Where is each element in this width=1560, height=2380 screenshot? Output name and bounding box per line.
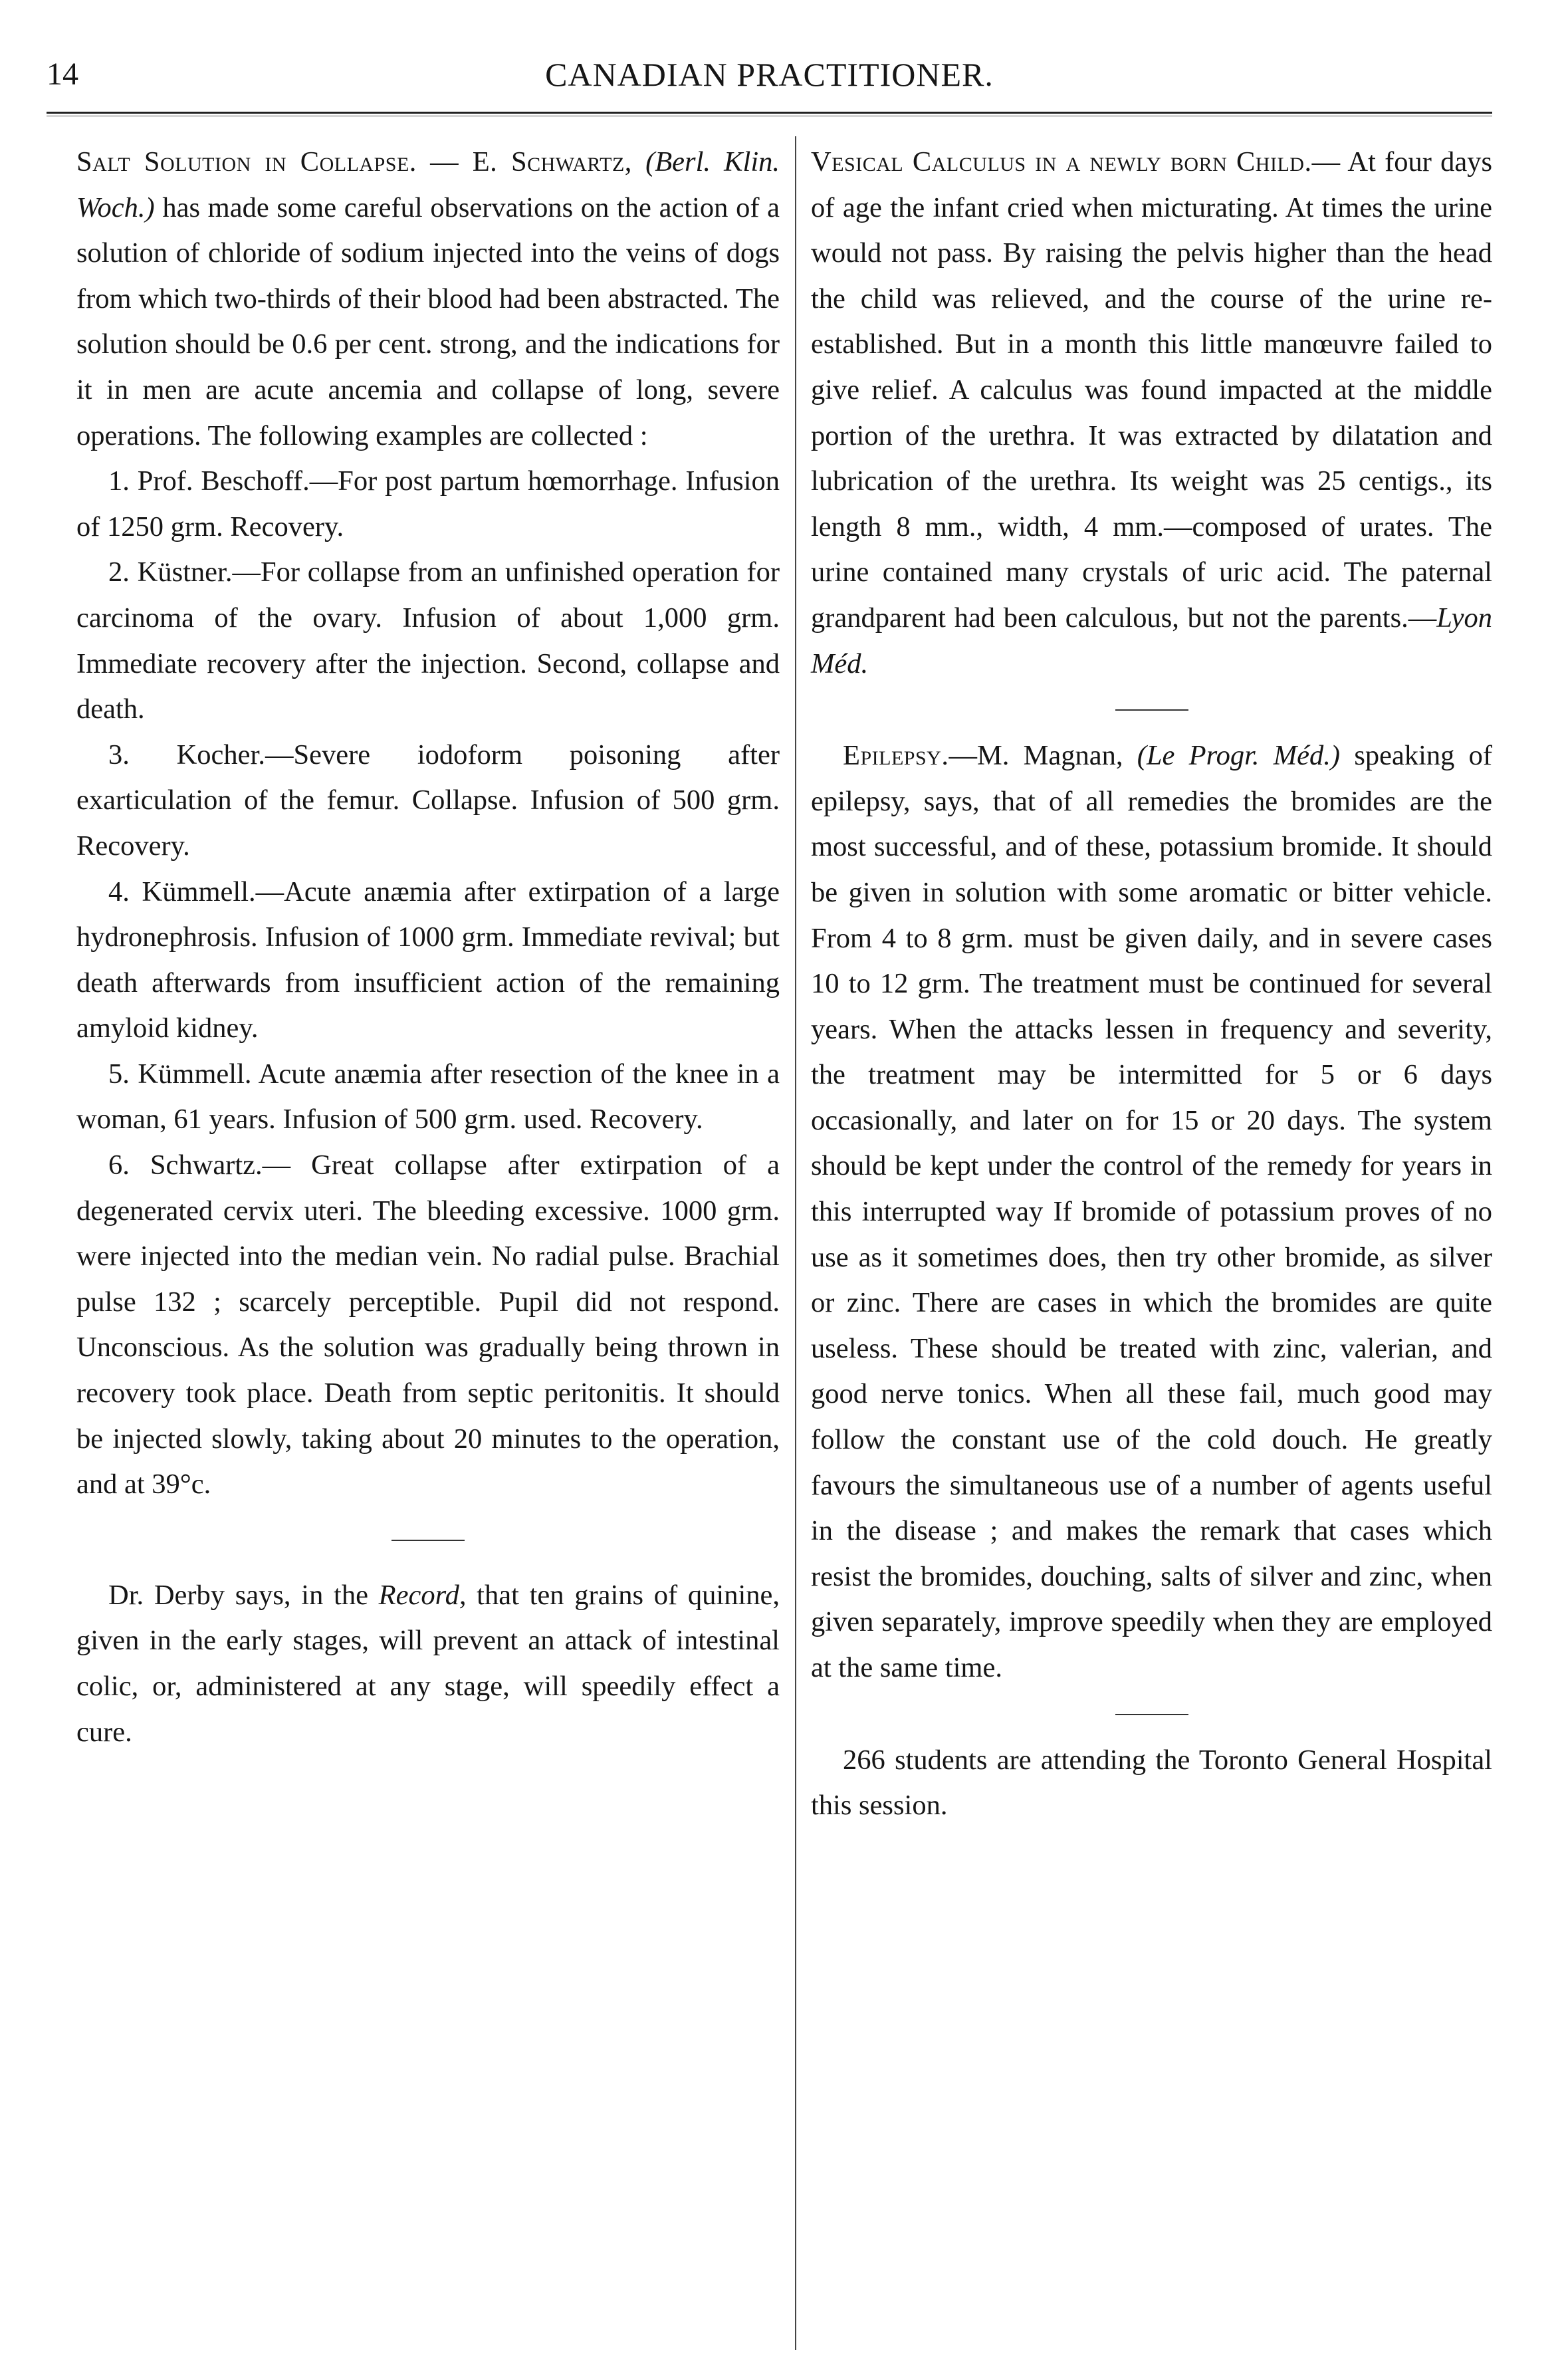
- section-separator: [1115, 1714, 1188, 1715]
- section-separator: [1115, 709, 1188, 711]
- case-item: 3. Kocher.—Severe iodoform poisoning after exarticulation of the femur. Collapse. Infusion of 500 grm. Recovery.: [76, 739, 780, 862]
- case-item: 2. Küstner.—For collapse from an unfinished operation for carcinoma of the ovary. Infusion of about 1,000 grm. Immediate recovery after the injection. Second, collapse and death.: [76, 556, 780, 725]
- derby-lead: Dr. Derby says, in the: [108, 1579, 368, 1611]
- header-rule: [47, 112, 1492, 114]
- derby-body: that ten grains of quinine, given in the early stages, will prevent an attack of intestinal colic, or, administered at any stage, will speedily effect a cure.: [76, 1579, 780, 1748]
- article-body: speaking of epilepsy, says, that of all remedies the bromides are the most successful, and of these, potassium bromide. It should be given in solution with some aromatic or bitter vehicle. From 4 to 8 grm. must be given daily, and in severe cases 10 to 12 grm. The treatment must be continued for several years. When the attacks lessen in frequency and severity, the treatment may be intermitted for 5 or 6 days occasionally, and later on for 15 or 20 days. The system should be kept under the control of the remedy for years in this interrupted way If bromide of potassium proves of no use as it sometimes does, then try other bromide, as silver or zinc. There are cases in which the bromides are quite useless. These should be treated with zinc, valerian, and good nerve tonics. When all these fail, much good may follow the constant use of the cold douch. He greatly favours the simultaneous use of a number of agents useful in the disease ; and makes the remark that cases which resist the bromides, douching, salts of silver and zinc, when given separately, improve speedily when they are employed at the same time.: [811, 740, 1493, 1683]
- article-source: (Berl. Klin. Woch.): [76, 146, 780, 223]
- right-column: [811, 140, 1492, 1829]
- left-column: [76, 140, 780, 1755]
- page-header: [47, 55, 1492, 114]
- case-item: 6. Schwartz.— Great collapse after extirpation of a degenerated cervix uteri. The bleeding excessive. 1000 grm. were injected into the median vein. No radial pulse. Brachial pulse 132 ; scarcely perceptible. Pupil did not respond. Unconscious. As the solution was gradually being thrown in recovery took place. Death from septic peritonitis. It should be injected slowly, taking about 20 minutes to the operation, and at 39°c.: [76, 1149, 780, 1500]
- article-title: Vesical Calculus in a newly born Child.—: [811, 146, 1341, 178]
- article-title: Salt Solution in Collapse.: [76, 146, 417, 178]
- article-title: Epilepsy.: [843, 740, 949, 772]
- section-separator: [391, 1540, 465, 1541]
- column-divider: [795, 136, 796, 2350]
- running-title: CANADIAN PRACTITIONER.: [545, 56, 994, 93]
- article-derby: [76, 1573, 780, 1755]
- article-author: — E. Schwartz,: [430, 146, 632, 178]
- article-salt-solution: [76, 140, 780, 459]
- article-source: Lyon Méd.: [811, 602, 1492, 679]
- article-source: (Le Progr. Méd.): [1137, 740, 1341, 772]
- article-author: —M. Magnan,: [948, 740, 1123, 772]
- article-vesical-calculus: [811, 140, 1492, 687]
- page-number: 14: [47, 57, 78, 92]
- case-item: 4. Kümmell.—Acute anæmia after extirpation of a large hydronephrosis. Infusion of 1000 grm. Immediate revival; but death afterwards from insufficient action of the remaining amyloid kidney.: [76, 876, 780, 1044]
- article-body: At four days of age the infant cried when micturating. At times the urine would not pass. By raising the pelvis higher than the head the child was relieved, and the course of the urine re-established. But in a month this little manœuvre failed to give relief. A calculus was found impacted at the middle portion of the urethra. It was extracted by dilatation and lubrication of the urethra. Its weight was 25 centigs., its length 8 mm., width, 4 mm.—composed of urates. The urine contained many crystals of uric acid. The paternal grandparent had been calculous, but not the parents.—: [811, 146, 1492, 634]
- article-body: has made some careful observations on the action of a solution of chloride of sodium injected into the veins of dogs from which two-thirds of their blood had been abstracted. The solution should be 0.6 per cent. strong, and the indications for it in men are acute ancemia and collapse of long, severe operations. The following examples are collected :: [76, 191, 780, 451]
- derby-source: Record,: [378, 1579, 467, 1611]
- article-students: 266 students are attending the Toronto General Hospital this session.: [811, 1744, 1492, 1822]
- case-item: 1. Prof. Beschoff.—For post partum hœmorrhage. Infusion of 1250 grm. Recovery.: [76, 465, 780, 542]
- article-epilepsy: [811, 733, 1492, 1691]
- case-item: 5. Kümmell. Acute anæmia after resection of the knee in a woman, 61 years. Infusion of 500 grm. used. Recovery.: [76, 1058, 780, 1135]
